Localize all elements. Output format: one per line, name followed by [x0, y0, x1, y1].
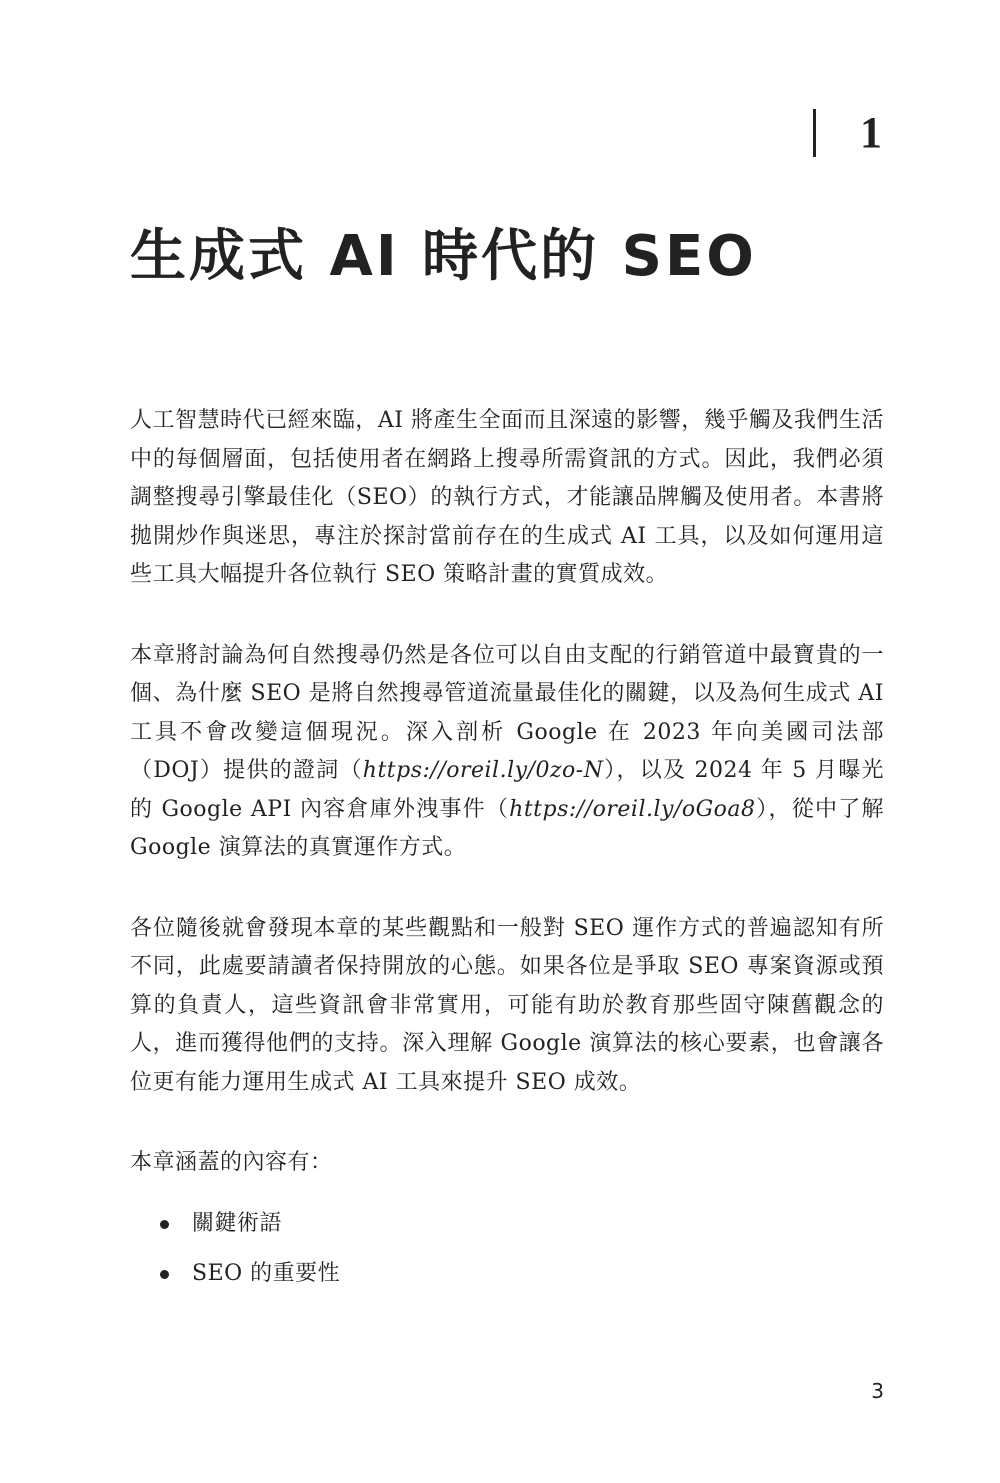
- chapter-divider-bar: [813, 109, 816, 157]
- doj-testimony-link[interactable]: https://oreil.ly/0zo-N: [362, 758, 604, 783]
- api-leak-link[interactable]: https://oreil.ly/oGoa8: [509, 796, 756, 822]
- topic-list: [130, 1205, 884, 1293]
- list-item: [130, 1255, 884, 1293]
- chapter-marker: [813, 108, 882, 158]
- chapter-number: 1: [860, 108, 882, 157]
- paragraph-2-text-a: 本章將討論為何自然搜尋仍然是各位可以自由支配的行銷管道中最寶貴的一個、為什麼 SEO 是將自然搜尋管道流量最佳化的關鍵，以及為何生成式 AI 工具不會改變這個現況。深入剖析 Google 在 2023 年向美國司法部（DOJ）提供的證詞（: [130, 642, 884, 783]
- paragraph-1: [130, 402, 884, 595]
- paragraph-2-text-c: ），從中了解 Google 演算法的真實運作方式。: [130, 796, 884, 860]
- list-item: [130, 1205, 884, 1243]
- paragraph-3: [130, 910, 884, 1103]
- paragraph-2: [130, 637, 884, 868]
- page-number: 3: [871, 1379, 884, 1403]
- list-item-text: SEO 的重要性: [192, 1260, 341, 1286]
- bullet-icon: [160, 1270, 169, 1279]
- bullet-icon: [160, 1220, 169, 1229]
- body-content: [130, 402, 884, 1305]
- list-item-text: 關鍵術語: [192, 1210, 283, 1236]
- paragraph-1-text: 人工智慧時代已經來臨，AI 將產生全面而且深遠的影響，幾乎觸及我們生活中的每個層面，包括使用者在網路上搜尋所需資訊的方式。因此，我們必須調整搜尋引擎最佳化（SEO）的執行方式，才能讓品牌觸及使用者。本書將拋開炒作與迷思，專注於探討當前存在的生成式 AI 工具，以及如何運用這些工具大幅提升各位執行 SEO 策略計畫的實質成效。: [130, 408, 884, 587]
- chapter-title: 生成式 AI 時代的 SEO: [130, 224, 757, 289]
- list-intro: 本章涵蓋的內容有：: [130, 1150, 333, 1175]
- paragraph-3-text: 各位隨後就會發現本章的某些觀點和一般對 SEO 運作方式的普遍認知有所不同，此處要請讀者保持開放的心態。如果各位是爭取 SEO 專案資源或預算的負責人，這些資訊會非常實用，可能有助於教育那些固守陳舊觀念的人，進而獲得他們的支持。深入理解 Google 演算法的核心要素，也會讓各位更有能力運用生成式 AI 工具來提升 SEO 成效。: [130, 915, 884, 1095]
- paragraph-2-text-b: ），以及 2024 年 5 月曝光的 Google API 內容倉庫外洩事件（: [130, 758, 884, 822]
